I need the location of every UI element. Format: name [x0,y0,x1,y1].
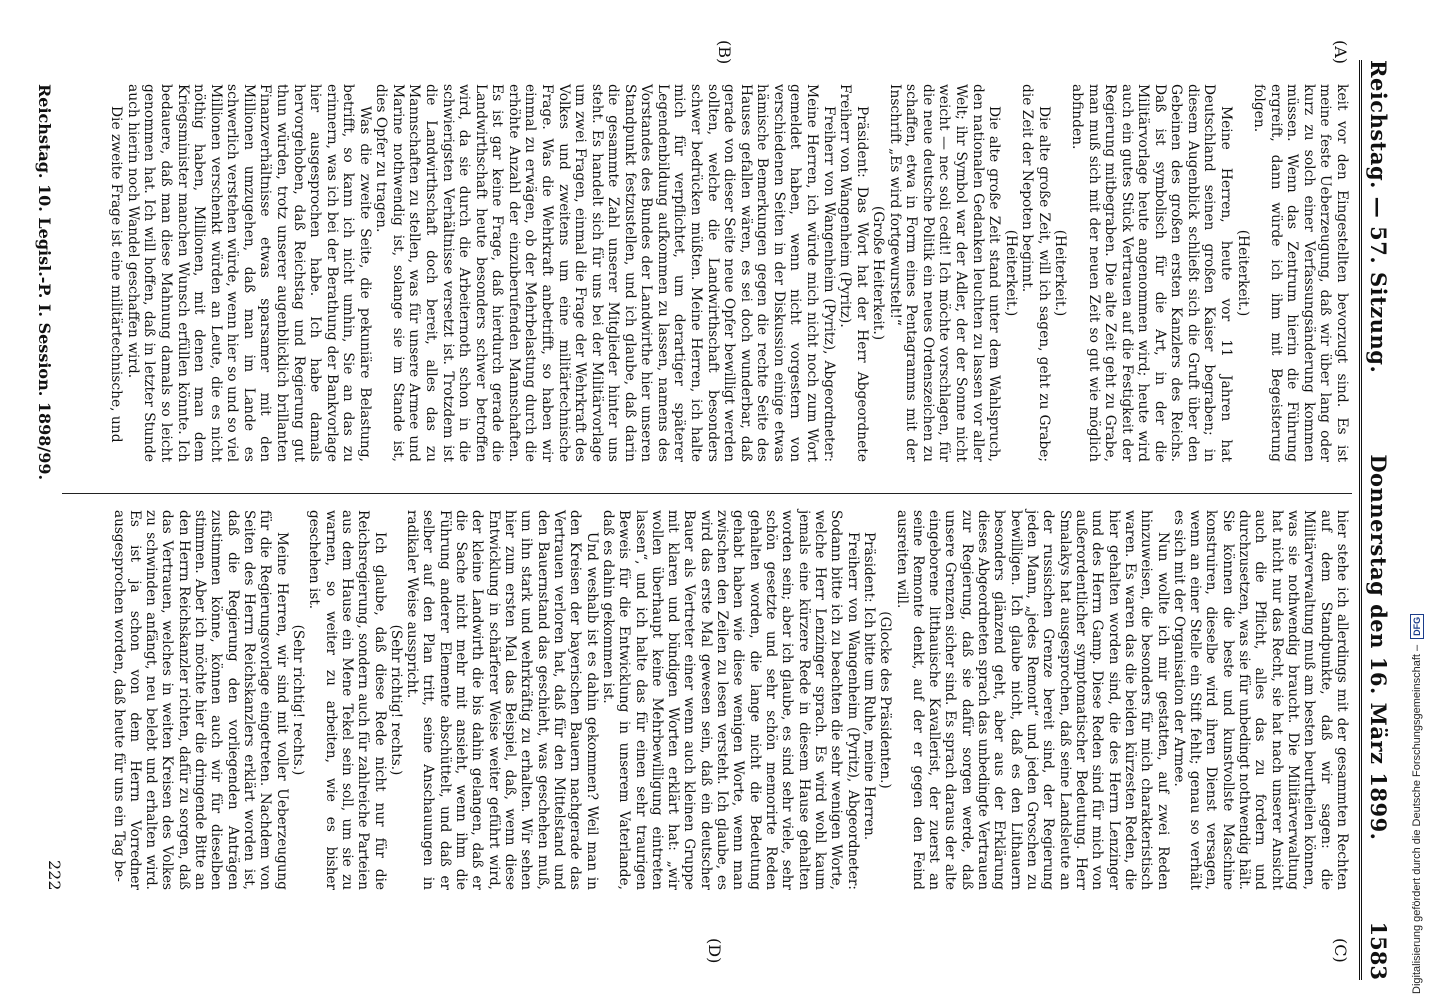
paragraph: Freiherr von Wangenheim (Pyritz), Abgeordneter: Sodann bitte ich zu beachten die sehr wenigen Worte, welche Herr Lenzinger sprach. Es wird wohl kaum jemals eine kürzere Rede in diesem Hause gehalten worden sein; aber ich glaube, es sind sehr viele, sehr schön gesetzte und sehr schön memorirte Reden gehalten worden, die lange nicht die Bedeutung gehabt haben wie diese wenigen Worte, wenn man zwischen den Zeilen zu lesen versteht. Ich glaube, es wird das erste Mal gewesen sein, daß ein deutscher Bauer als Vertreter einer wenn auch kleinen Gruppe mit klaren und bündigen Worten erklärt hat: „wir wollen überhaupt keine Mehrbewilligung eintreten lassen“, und ich halte das für einen sehr traurigen Beweis für die Entwicklung in unserem Vaterlande, daß es dahin gekommen ist. [599,510,861,890]
digitization-note-text: Digitalisierung gefördert durch die Deutsche Forschungsgemeinschaft – [1411,644,1423,994]
paragraph: hier stehe ich allerdings mit der gesammten Rechten auf dem Standpunkte, daß wir sagen: die Militärverwaltung muß am besten beurtheilen können, was sie nothwendig braucht. Die Militärverwaltung hat nicht nur das Recht, sie hat nach unserer Ansicht auch die Pflicht, alles das zu fordern und durchzusetzen, was sie für unbedingt nothwendig hält. Sie können die beste und kunstvollste Maschine konstruiren, dieselbe wird ihren Dienst versagen, wenn an einer Stelle ein Stift fehlt; genau so verhält es sich mit der Organisation der Armee. [1170,510,1350,890]
left-column [108,84,1350,462]
header-left [1366,60,1391,373]
paragraph: Präsident: Das Wort hat der Herr Abgeordnete Freiherr von Wangenheim (Pyritz). [837,84,870,462]
right-column [110,510,1350,890]
paragraph: Freiherr von Wangenheim (Pyritz), Abgeordneter: Meine Herren, ich würde mich nicht noch zum Wort gemeldet haben, wenn nicht vorgestern von verschiedenen Seiten in der Diskussion einige etwas hämische Bemerkungen gegen die rechte Seite des Hauses gefallen wären, es sei doch wunderbar, daß gerade von dieser Seite neue Opfer bewilligt werden sollten, welche die Landwirthschaft besonders schwer bedrücken müßten. Meine Herren, ich halte mich für verpflichtet, um derartiger späterer Legendenbildung aufkommen zu lassen, namens des Vorstandes des Bundes der Landwirthe hier unseren Standpunkt festzustellen, und ich glaube, daß darin die gesammte Zahl unserer Mitglieder hinter uns steht. Es handelt sich für uns bei der Militärvorlage um zwei Fragen, einmal die Frage der Wehrkraft des Volkes und zweitens um eine militärtechnische Frage. Was die Wehrkraft anbetrifft, so haben wir einmal zu erwägen, ob der Mehrbelastung durch die erhöhte Anzahl der einzuberufenden Mannschaften. Es ist gar keine Frage, daß hierdurch gerade die Landwirthschaft heute besonders schwer betroffen wird, da sie durch die Arbeiternoth schon in die schwierigsten Verhältnisse versetzt ist. Trotzdem ist die Landwirthschaft doch bereit, alles das zu Mannschaften zu stellen, was für unsere Armee und Marine nothwendig ist, solange sie im Stande ist, dies Opfer zu tragen. [373,84,837,462]
paragraph: Die zweite Frage ist eine militärtechnische, und [108,106,125,443]
column-divider [62,493,1352,494]
paragraph: Präsident: Ich bitte um Ruhe, meine Herren. [860,532,877,841]
header-title: Reichstag. [1366,60,1391,189]
paragraph: Ich glaube, daß diese Rede nicht nur für die Reichsregierung, sondern auch für zahlreiche Parteien aus dem Hause ein Mene Tekel sein soll, um sie zu warnen, so weiter zu arbeiten, wie es bisher geschehen ist. [306,510,388,890]
interjection: (Heiterkeit.) [1052,229,1069,317]
paragraph: keit vor den Eingestellten bevorzugt sind. Es ist meine feste Ueberzeugung, daß wir über lang oder kurz zu solch einer Verfassungsänderung kommen müssen. Wenn das Zentrum hierin die Führung ergreift, dann würde ich ihm mit Begeisterung folgen. [1251,84,1350,462]
margin-marker-b: (B) [715,40,734,65]
margin-marker-d: (D) [705,938,724,964]
paragraph: Und weshalb ist es dahin gekommen? Weil man in den Kreisen der bayerischen Bauern nachgerade das Vertrauen verloren hat, daß für den Mittelstand und den Bauernstand das geschieht, was geschehen muß, um ihn stark und wehrkräftig zu erhalten. Wir sehen hier zum ersten Mal das Beispiel, daß, wenn diese Entwicklung in schärferer Weise weiter geführt wird, der kleine Landwirth die bis dahin gelangen, daß er die Sache nicht mehr mit ansieht, wenn ihm die Führung anderer Elemente abschüttelt, und daß er selber auf den Plan tritt, seine Anschauungen in radikaler Weise ausspricht. [404,510,600,890]
digitization-note-text-wrap [1407,6,1427,994]
footer-session-info: Reichstag. 10. Legisl.-P. I. Session. 1898/99. [35,84,54,481]
paragraph: Die alte große Zeit stand unter dem Wahlspruch, den nationalen Gedanken leuchten zu lassen vor aller Welt; ihr Symbol war der Adler, der der Sonne nicht weicht — nec soli cedit! Ich möchte vorschlagen, für die neue deutsche Politik ein neues Ordenszeichen zu schaffen, etwa in Form eines Pentagramms mit der Inschrift „Es wird fortgewurstelt!“ [886,84,1003,462]
header-rule [1359,60,1362,980]
interjection: (Große Heiterkeit.) [870,205,887,341]
paragraph: Die alte große Zeit, will ich sagen, geht zu Grabe; die Zeit der Nepoten beginnt. [1019,84,1052,462]
interjection: (Sehr richtig! rechts.) [290,624,306,776]
footer-sheet-number: 222 [45,860,64,891]
header-date: Donnerstag den 16. März 1899. [1366,454,1391,841]
page-header [1366,60,1400,980]
paragraph: Meine Herren, heute vor 11 Jahren hat Deutschland seinen großen Kaiser begraben; in diesem Augenblick schließt sich die Gruft über den Gebeinen des großen ersten Kanzlers des Reichs. Daß ist symbolisch für die Art, in der die Militärvorlage heute angenommen wird; heute wird auch ein gutes Stück Vertrauen auf die Festigkeit der Regierung mitbegraben. Die alte Zeit geht zu Grabe, man muß sich mit der neuen Zeit so gut wie möglich abfinden. [1069,84,1235,462]
paragraph: Nun wollte ich mir gestatten, auf zwei Reden hinzuweisen, die besonders für mich charakteristisch waren. Es waren das die beiden kürzesten Reden, die hier gehalten worden sind, die des Herrn Lenzinger und des Herrn Gamp. Diese Reden sind für mich von außerordentlicher symptomatischer Bedeutung. Herr Smalakys hat ausgesprochen, daß seine Landsleute an der russischen Grenze bereit sind, der Regierung jeden Mann, „jedes Remont“ und jeden Groschen zu bewilligen. Ich glaube nicht, daß es den Lithauern besonders glänzend geht, aber aus der Erklärung dieses Abgeordneten sprach das unbedingte Vertrauen zur Regierung, daß sie dafür sorgen werde, daß unsere Grenzen sicher sind. Es sprach daraus der alte eingeborene litthauische Kavallerist, der zuerst an seine Remonte denkt, auf der er gegen den Feind ausreiten will. [893,510,1171,890]
interjection: (Glocke des Präsidenten.) [877,611,894,789]
dfg-logo: DFG [1410,614,1424,639]
header-page-number: 1583 [1366,921,1391,980]
paragraph: Was die zweite Seite, die pekuniäre Belastung, betrifft, so kann ich nicht umhin, Sie an das zu erinnern, was ich bei der Berathung der Bankvorlage hier ausgesprochen habe. Ich habe damals hervorgehoben, daß Reichstag und Regierung gut thun würden, trotz unserer augenblicklich brillanten Finanzverhältnisse etwas sparsamer mit den Millionen umzugehen, daß man im Lande es schwerlich verstehen würde, wenn hier so und so viel Millionen verschenkt würden an Leute, die es nicht nöthig haben, Millionen, mit denen man dem Kriegsminister manchen Wunsch erfüllen könnte. Ich bedauere, daß man diese Mahnung damals so leicht genommen hat. Ich will hoffen, daß in letzter Stunde auch hierin noch Wandel geschaffen wird. [124,84,373,462]
header-session: — 57. Sitzung. [1366,196,1391,374]
digitization-note [1407,6,1427,994]
paragraph: Meine Herren, wir sind mit voller Ueberzeugung für die Regierungsvorlage eingetreten. Nachdem von Seiten des Herrn Reichskanzlers erklärt worden ist, daß die Regierung den vorliegenden Anträgen zustimmen könne, können auch wir für dieselben stimmen. Aber ich möchte hier die dringende Bitte an den Herrn Reichskanzler richten, dafür zu sorgen, daß das Vertrauen, welches in weiten Kreisen des Volkes zu schwinden anfängt, neu belebt und erhalten wird. Es ist ja schon von dem Herrn Vorredner ausgesprochen worden, daß heute für uns ein Tag be- [110,510,290,890]
interjection: (Sehr richtig! rechts.) [387,624,404,776]
margin-marker-a: (A) [1331,40,1350,65]
interjection: (Heiterkeit.) [1002,229,1019,317]
margin-marker-c: (C) [1331,938,1350,963]
interjection: (Heiterkeit.) [1234,229,1251,317]
